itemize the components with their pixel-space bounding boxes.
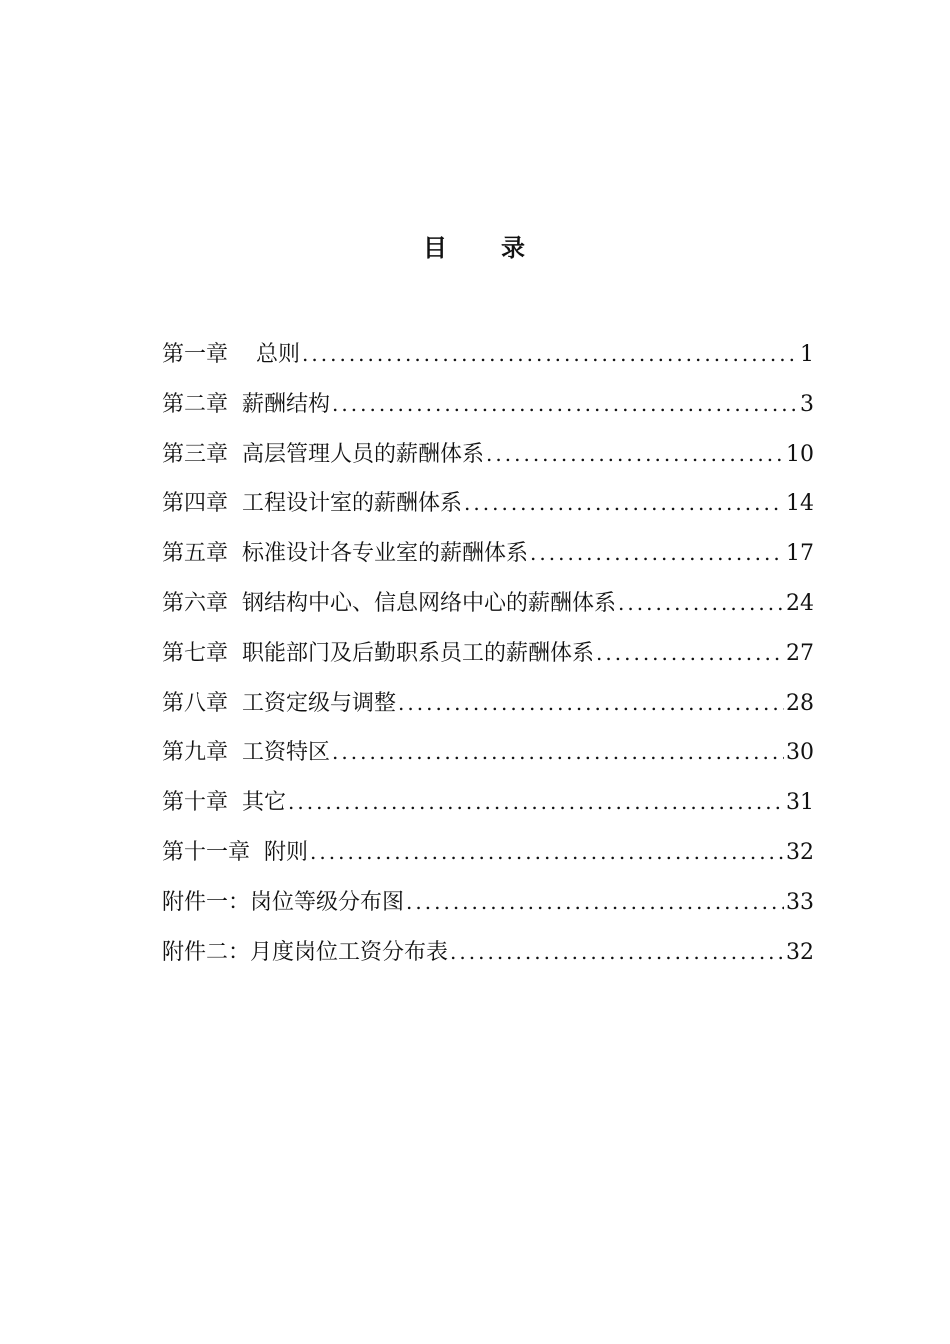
toc-leader-dots bbox=[486, 434, 784, 474]
toc-entry-title: 其它 bbox=[242, 790, 287, 816]
toc-leader-dots bbox=[398, 683, 784, 723]
toc-leader-dots bbox=[332, 732, 784, 772]
toc-leader-dots bbox=[450, 932, 784, 972]
toc-chapter-label: 第六章 bbox=[162, 590, 229, 616]
toc-leader-dots bbox=[464, 483, 784, 523]
toc-chapter-label: 附件一： bbox=[162, 889, 251, 915]
toc-entry[interactable] bbox=[162, 782, 814, 832]
toc-leader-dots bbox=[310, 832, 784, 872]
toc-chapter-label: 第十一章 bbox=[162, 839, 251, 865]
toc-entry[interactable] bbox=[162, 434, 814, 484]
toc-page-number: 33 bbox=[786, 889, 814, 915]
toc-chapter-label: 第八章 bbox=[162, 690, 229, 716]
toc-entry-title: 总则 bbox=[256, 342, 301, 367]
toc-entry[interactable] bbox=[162, 583, 814, 633]
toc-chapter-label: 第九章 bbox=[162, 740, 229, 766]
toc-page-number: 30 bbox=[786, 740, 814, 766]
toc-entry-title: 标准设计各专业室的薪酬体系 bbox=[242, 541, 529, 567]
toc-leader-dots bbox=[406, 882, 784, 922]
table-of-contents bbox=[162, 334, 814, 981]
toc-leader-dots bbox=[596, 633, 784, 673]
toc-entry-title: 职能部门及后勤职系员工的薪酬体系 bbox=[242, 640, 595, 666]
toc-page-number: 31 bbox=[786, 790, 814, 816]
toc-leader-dots bbox=[288, 782, 784, 822]
toc-chapter-label: 第二章 bbox=[162, 391, 229, 417]
page-title bbox=[0, 228, 950, 263]
title-char-1: 目 bbox=[423, 234, 449, 262]
toc-chapter-label: 第三章 bbox=[162, 441, 229, 467]
toc-entry[interactable] bbox=[162, 832, 814, 882]
toc-page-number: 32 bbox=[786, 839, 814, 865]
toc-page-number: 3 bbox=[800, 391, 814, 417]
toc-chapter-label: 第四章 bbox=[162, 491, 229, 517]
toc-entry[interactable] bbox=[162, 483, 814, 533]
toc-entry[interactable] bbox=[162, 882, 814, 932]
toc-entry[interactable] bbox=[162, 533, 814, 583]
toc-chapter-label: 第五章 bbox=[162, 541, 229, 567]
toc-page-number: 32 bbox=[786, 939, 814, 965]
toc-leader-dots bbox=[302, 334, 798, 374]
toc-leader-dots bbox=[332, 384, 798, 424]
toc-entry-title: 附则 bbox=[264, 839, 309, 865]
toc-entry-title: 月度岗位工资分布表 bbox=[250, 939, 449, 965]
toc-page-number: 28 bbox=[786, 690, 814, 716]
toc-entry-title: 高层管理人员的薪酬体系 bbox=[242, 441, 485, 467]
toc-entry-title: 钢结构中心、信息网络中心的薪酬体系 bbox=[242, 590, 617, 616]
toc-chapter-label: 第十章 bbox=[162, 790, 229, 816]
toc-entry[interactable] bbox=[162, 334, 814, 384]
toc-page-number: 27 bbox=[786, 640, 814, 666]
toc-leader-dots bbox=[618, 583, 784, 623]
toc-page-number: 17 bbox=[786, 541, 814, 567]
toc-chapter-label: 第七章 bbox=[162, 640, 229, 666]
toc-entry-title: 工资特区 bbox=[242, 740, 331, 766]
toc-leader-dots bbox=[530, 533, 784, 573]
toc-entry[interactable] bbox=[162, 633, 814, 683]
toc-entry-title: 工程设计室的薪酬体系 bbox=[242, 491, 463, 517]
toc-entry-title: 岗位等级分布图 bbox=[250, 889, 405, 915]
toc-entry[interactable] bbox=[162, 732, 814, 782]
title-char-2: 录 bbox=[501, 234, 527, 262]
toc-page-number: 10 bbox=[786, 441, 814, 467]
toc-chapter-label: 第一章 bbox=[162, 342, 229, 367]
toc-page-number: 24 bbox=[786, 590, 814, 616]
toc-entry-title: 薪酬结构 bbox=[242, 391, 331, 417]
toc-entry[interactable] bbox=[162, 932, 814, 982]
toc-page-number: 1 bbox=[800, 342, 814, 367]
toc-entry[interactable] bbox=[162, 683, 814, 733]
toc-entry[interactable] bbox=[162, 384, 814, 434]
toc-entry-title: 工资定级与调整 bbox=[242, 690, 397, 716]
toc-chapter-label: 附件二： bbox=[162, 939, 251, 965]
toc-page-number: 14 bbox=[786, 491, 814, 517]
